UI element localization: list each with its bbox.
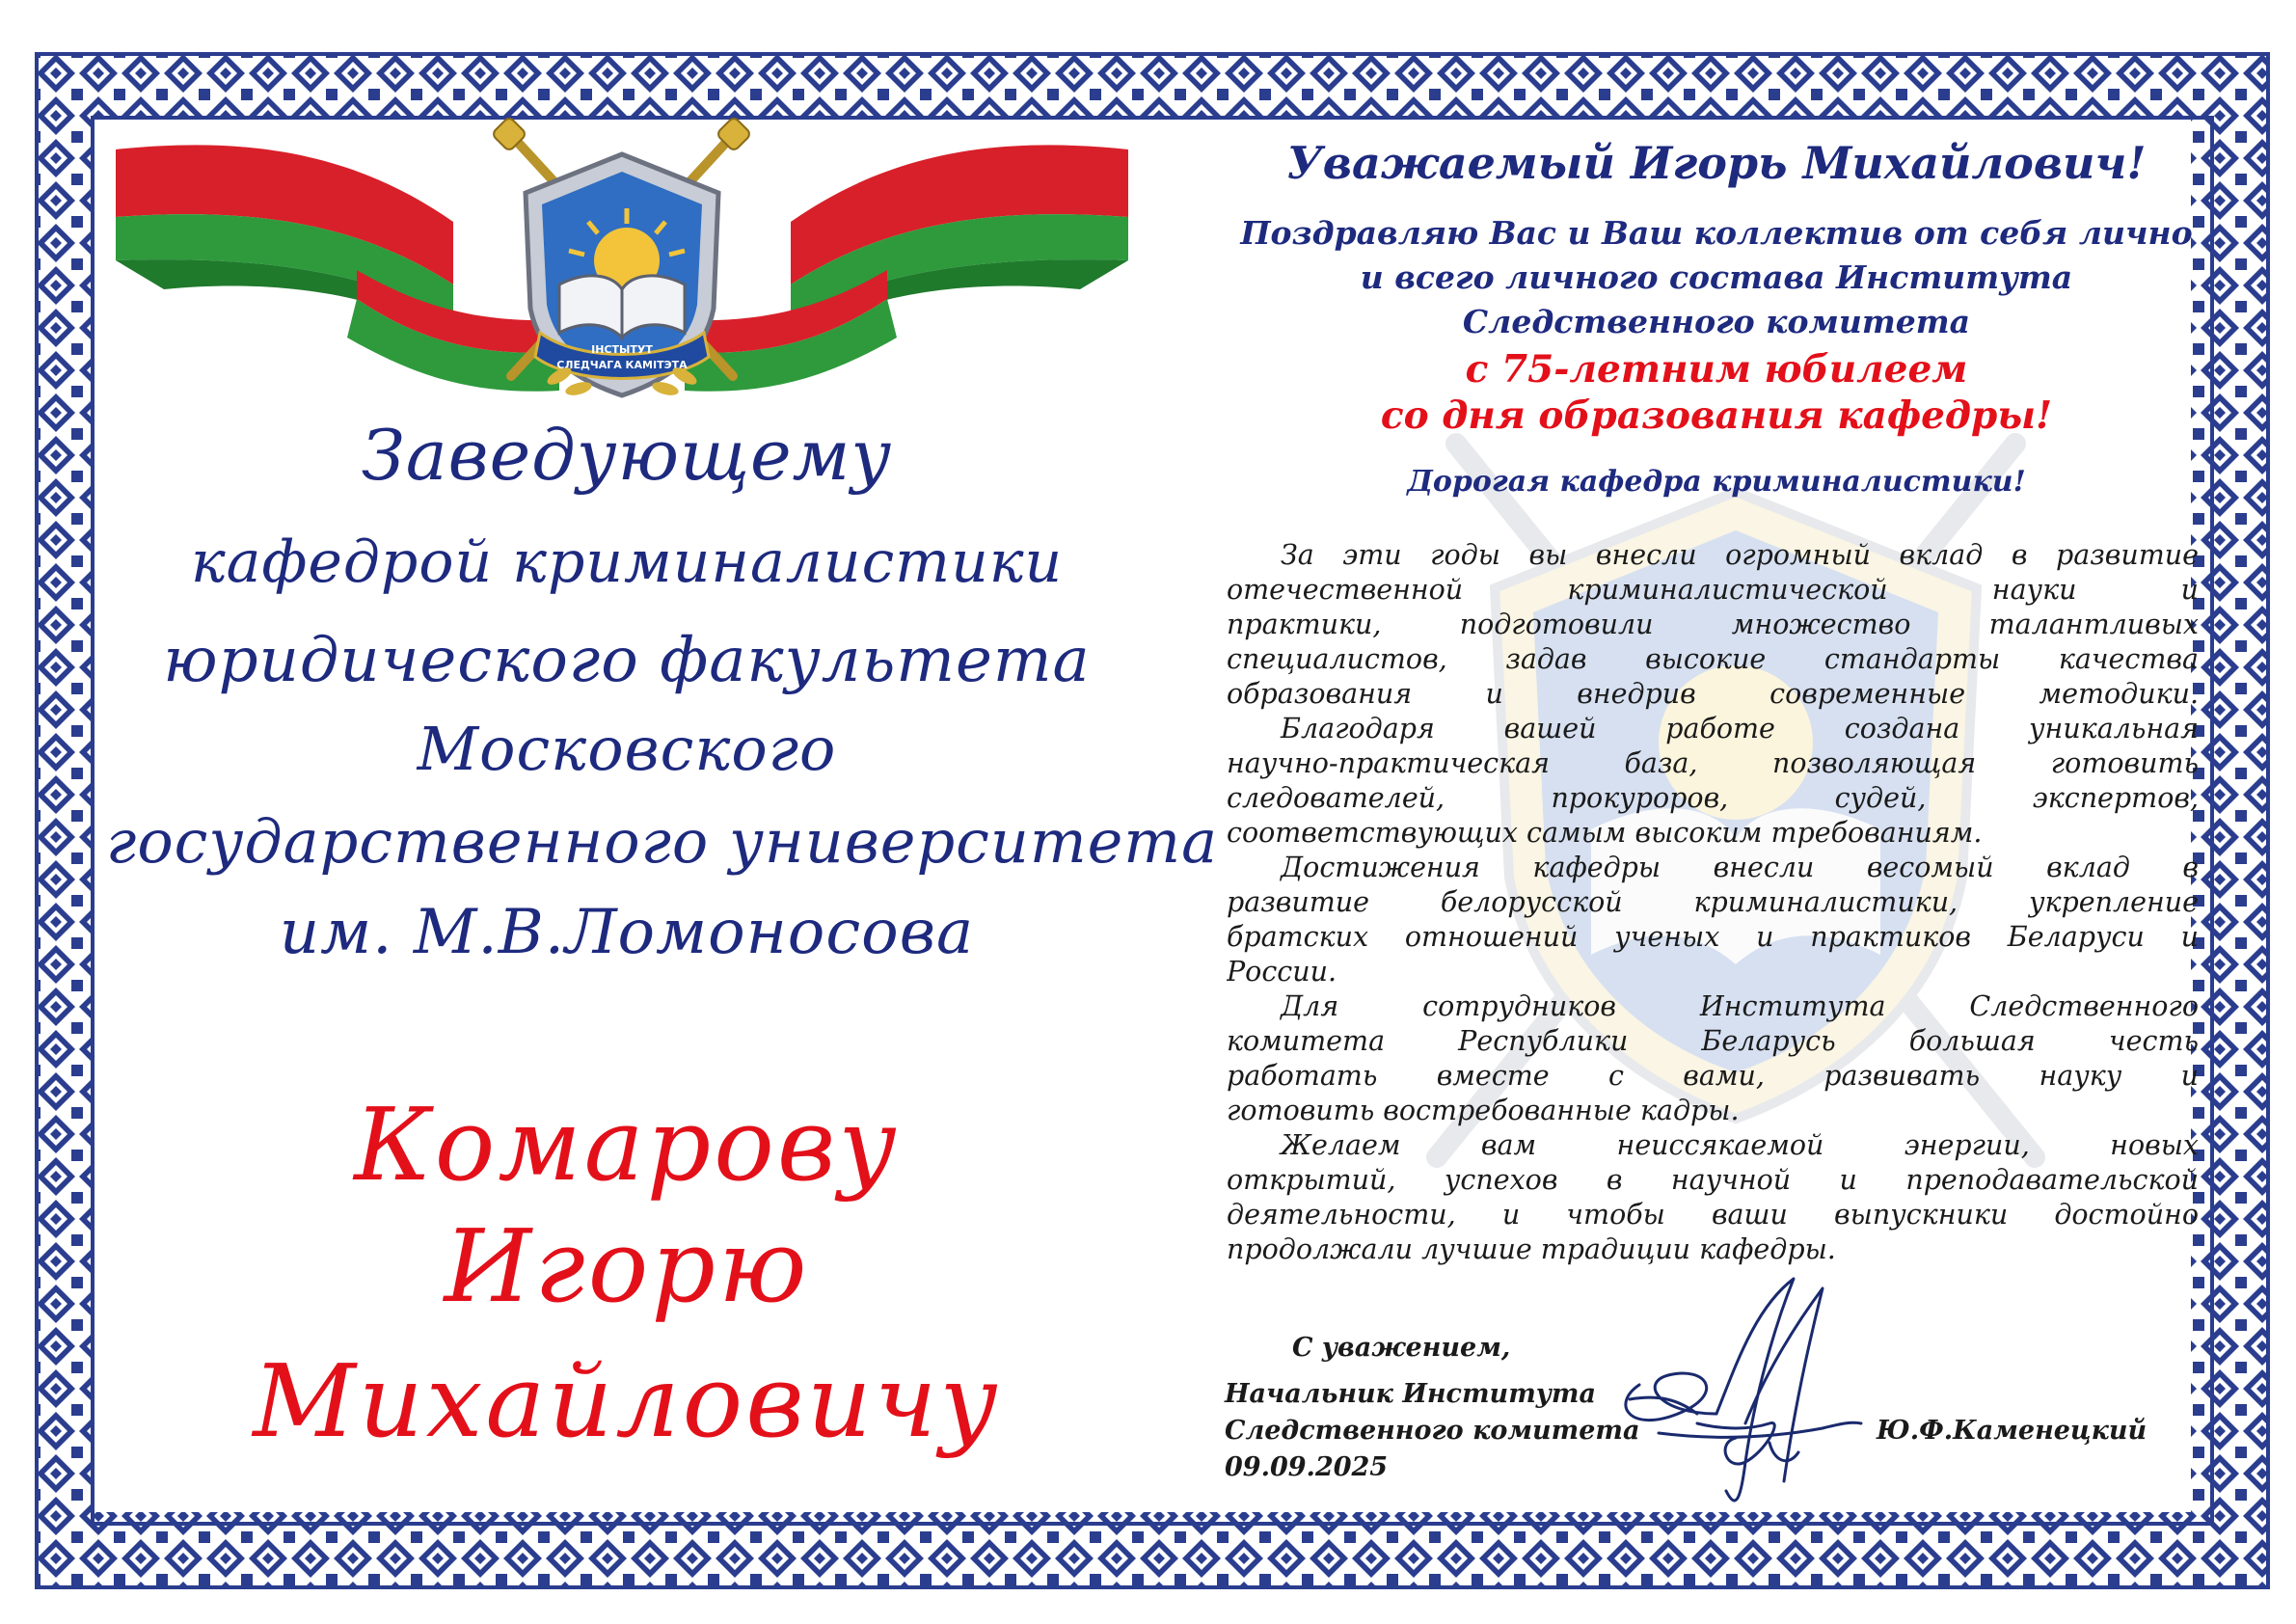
body-line: соответствующих самым высоким требованиям. bbox=[1227, 817, 1983, 849]
letter-greeting: Уважаемый Игорь Михайлович! bbox=[1286, 137, 2147, 189]
body-line: Достижения кафедры внесли весомый вклад в bbox=[1281, 852, 2199, 883]
body-line: практики, подготовили множество талантливых bbox=[1227, 609, 2199, 640]
body-line: За эти годы вы внесли огромный вклад в развитие bbox=[1281, 539, 2199, 571]
emblem-text-line2: СЛЕДЧАГА КАМІТЭТА bbox=[556, 359, 688, 371]
body-line: специалистов, задав высокие стандарты качества bbox=[1227, 643, 2199, 675]
recipient-surname: Комарову bbox=[354, 1086, 900, 1204]
signer-name: Ю.Ф.Каменецкий bbox=[1877, 1416, 2147, 1446]
recipient-first-name: Игорю bbox=[444, 1207, 810, 1325]
jubilee-line-2: со дня образования кафедры! bbox=[1380, 393, 2053, 438]
signer-position-line-1: Начальник Института bbox=[1225, 1379, 1596, 1409]
body-line: комитета Республики Беларусь большая честь bbox=[1227, 1025, 2199, 1057]
congrats-line-3: Следственного комитета bbox=[1462, 303, 1971, 340]
addressee-line-3: юридического факультета bbox=[163, 625, 1091, 696]
signer-position-line-2: Следственного комитета bbox=[1225, 1416, 1640, 1446]
addressee-line-6: им. М.В.Ломоносова bbox=[279, 897, 975, 968]
body-line: работать вместе с вами, развивать науку и bbox=[1227, 1060, 2199, 1092]
letter-body bbox=[1227, 538, 2199, 1267]
body-line: готовить востребованные кадры. bbox=[1227, 1095, 1740, 1126]
handwritten-signature bbox=[1601, 1269, 1890, 1529]
body-line: продолжали лучшие традиции кафедры. bbox=[1227, 1233, 1836, 1265]
jubilee-line-1: с 75-летним юбилеем bbox=[1465, 347, 1968, 392]
addressee-line-2: кафедрой криминалистики bbox=[190, 528, 1064, 596]
body-line: следователей, прокуроров, судей, экспертов, bbox=[1227, 782, 2199, 814]
body-line: образования и внедрив современные методики. bbox=[1227, 678, 2199, 710]
body-line: Благодаря вашей работе создана уникальная bbox=[1281, 713, 2199, 744]
body-line: отечественной криминалистической науки и bbox=[1227, 574, 2199, 606]
body-line: открытий, успехов в научной и преподавательской bbox=[1227, 1164, 2199, 1196]
body-line: деятельности, и чтобы ваши выпускники достойно bbox=[1227, 1199, 2199, 1231]
addressee-line-1: Заведующему bbox=[361, 415, 893, 496]
body-line: Желаем вам неиссякаемой энергии, новых bbox=[1281, 1129, 2199, 1161]
body-line: России. bbox=[1227, 956, 1337, 988]
dear-department-line: Дорогая кафедра криминалистики! bbox=[1407, 465, 2026, 499]
congrats-line-1: Поздравляю Вас и Ваш коллектив от себя лично bbox=[1240, 214, 2193, 252]
signature-regards: С уважением, bbox=[1292, 1333, 1511, 1363]
emblem-text-line1: ІНСТЫТУТ bbox=[591, 343, 653, 356]
letter-date: 09.09.2025 bbox=[1225, 1452, 1389, 1482]
body-line: научно-практическая база, позволяющая готовить bbox=[1227, 747, 2199, 779]
body-line: братских отношений ученых и практиков Беларуси и bbox=[1227, 921, 2199, 953]
body-line: Для сотрудников Института Следственного bbox=[1281, 990, 2199, 1022]
addressee-line-5: государственного университета bbox=[106, 806, 1219, 877]
congrats-line-2: и всего личного состава Института bbox=[1360, 258, 2073, 296]
addressee-line-4: Московского bbox=[417, 714, 837, 784]
recipient-patronymic: Михайловичу bbox=[253, 1342, 1001, 1460]
body-line: развитие белорусской криминалистики, укрепление bbox=[1227, 886, 2199, 918]
institute-emblem bbox=[106, 116, 1138, 405]
